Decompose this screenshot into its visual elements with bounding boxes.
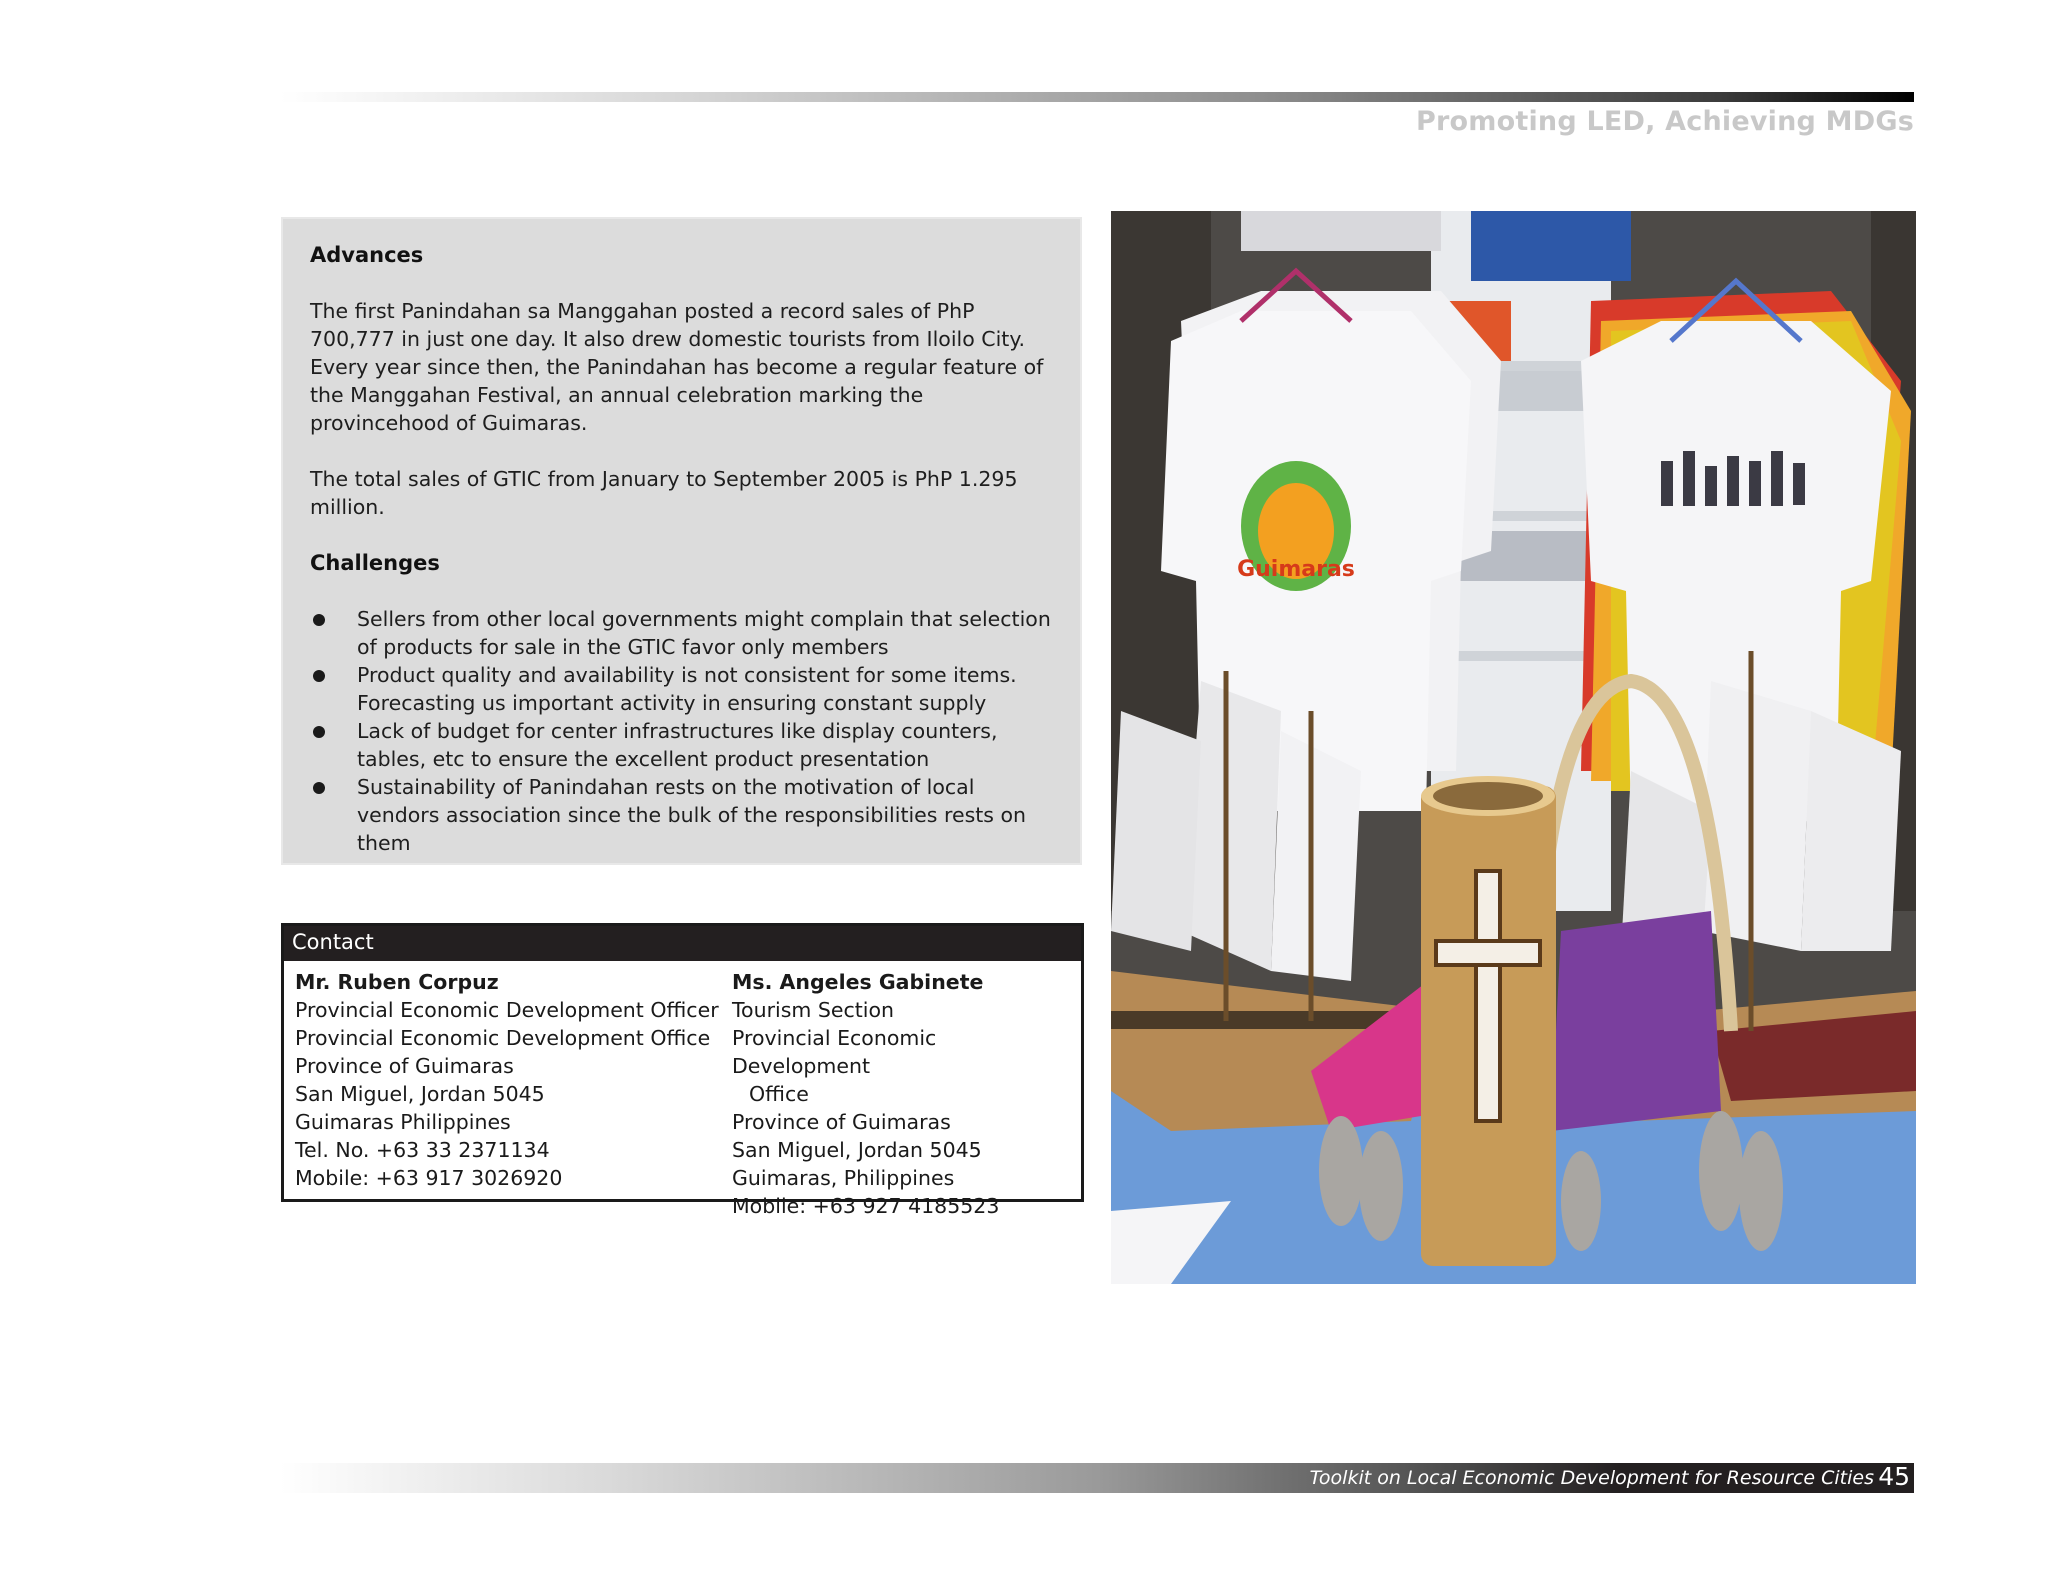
contact-line: San Miguel, Jordan 5045 xyxy=(295,1082,545,1106)
advances-challenges-box xyxy=(281,217,1082,865)
souvenir-display-photo xyxy=(1111,211,1916,1284)
contact-line: Provincial Economic Development Officer xyxy=(295,998,719,1022)
list-item: Sellers from other local governments might complain that selection of products for sale in the GTIC favor only members xyxy=(310,605,1060,661)
header-rule xyxy=(280,92,1914,102)
contact-line: Provincial Economic Development xyxy=(732,1026,937,1078)
advances-paragraph-1: The first Panindahan sa Manggahan posted a record sales of PhP 700,777 in just one day. It also drew domestic tourists from Iloilo City. Every year since then, the Panindahan has become a regular feature of the Manggahan Festival, an annual celebration marking the provincehood of Guimaras. xyxy=(310,299,1044,435)
list-item: Sustainability of Panindahan rests on the motivation of local vendors association since the bulk of the responsibilities rests on them xyxy=(310,773,1060,857)
contact-line: Tel. No. +63 33 2371134 xyxy=(295,1138,550,1162)
contact-line: Guimaras, Philippines xyxy=(732,1166,955,1190)
footer-bar xyxy=(280,1463,1914,1493)
contact-box xyxy=(281,923,1084,1218)
bullet-icon xyxy=(313,726,325,738)
list-item: Product quality and availability is not consistent for some items. Forecasting us important activity in ensuring constant supply xyxy=(310,661,1060,717)
contact-heading: Contact xyxy=(284,926,1081,961)
contact-line: Mobile: +63 927 4185523 xyxy=(732,1194,1000,1218)
bullet-icon xyxy=(313,670,325,682)
contact-line: San Miguel, Jordan 5045 xyxy=(732,1138,982,1162)
challenges-heading: Challenges xyxy=(310,551,440,575)
contact-line: Guimaras Philippines xyxy=(295,1110,511,1134)
contact-name: Mr. Ruben Corpuz xyxy=(295,970,499,994)
contact-right xyxy=(732,968,1072,1220)
contact-name: Ms. Angeles Gabinete xyxy=(732,970,984,994)
advances-paragraph-2: The total sales of GTIC from January to September 2005 is PhP 1.295 million. xyxy=(310,467,1018,519)
contact-line: Office xyxy=(749,1082,809,1106)
bullet-icon xyxy=(313,782,325,794)
contact-line: Tourism Section xyxy=(732,998,895,1022)
challenges-list xyxy=(310,605,1060,857)
bullet-icon xyxy=(313,614,325,626)
footer-title: Toolkit on Local Economic Development for Resource Cities xyxy=(1309,1467,1874,1489)
list-item: Lack of budget for center infrastructures like display counters, tables, etc to ensure the excellent product presentation xyxy=(310,717,1060,773)
contact-line: Mobile: +63 917 3026920 xyxy=(295,1166,563,1190)
page-number: 45 xyxy=(1878,1462,1910,1491)
shirt-print-text: Guimaras xyxy=(1237,557,1355,582)
contact-left xyxy=(295,968,732,1220)
contact-line: Province of Guimaras xyxy=(295,1054,514,1078)
running-title: Promoting LED, Achieving MDGs xyxy=(1416,106,1914,137)
contact-line: Province of Guimaras xyxy=(732,1110,951,1134)
advances-heading: Advances xyxy=(310,243,424,267)
contact-line: Provincial Economic Development Office xyxy=(295,1026,711,1050)
